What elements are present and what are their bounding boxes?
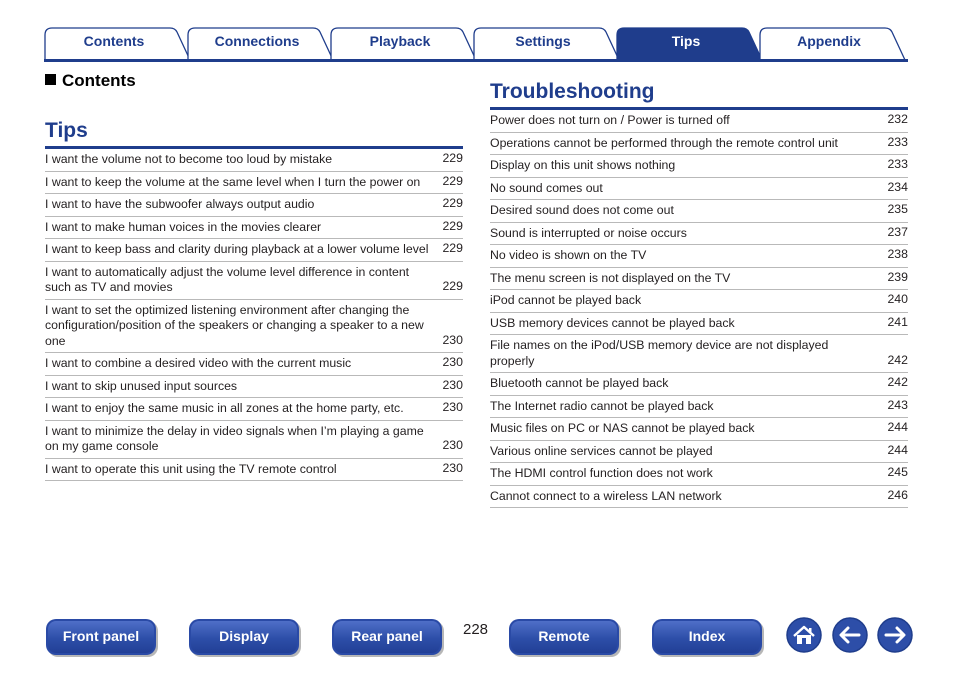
item-title: The Internet radio cannot be played back: [490, 398, 714, 413]
item-page: 235: [887, 202, 908, 216]
item-page: 244: [887, 420, 908, 434]
square-bullet-icon: [45, 74, 56, 85]
item-title: iPod cannot be played back: [490, 293, 642, 307]
tips-list: [45, 149, 463, 481]
item-title: I want to keep the volume at the same level when I turn the power on: [45, 174, 421, 189]
item-page: 245: [887, 465, 908, 479]
tab-underline: [44, 59, 908, 62]
item-title: No sound comes out: [490, 180, 603, 195]
item-page: 241: [887, 314, 908, 329]
item-page: 242: [887, 352, 908, 367]
section-label: Contents: [62, 71, 136, 90]
item-title: The menu screen is not displayed on the TV: [490, 270, 731, 285]
rear-panel-label: Rear panel: [351, 628, 423, 644]
tab-playback[interactable]: [330, 27, 478, 61]
item-page: 229: [442, 196, 463, 210]
index-button[interactable]: [652, 619, 762, 655]
item-page: 230: [442, 400, 463, 414]
item-title: Cannot connect to a wireless LAN network: [490, 488, 722, 503]
item-page: 230: [442, 332, 463, 347]
item-title: Desired sound does not come out: [490, 203, 674, 217]
list-item[interactable]: [490, 268, 908, 291]
list-item[interactable]: [45, 239, 463, 262]
display-label: Display: [219, 628, 269, 644]
index-label: Index: [688, 628, 726, 644]
remote-button[interactable]: [509, 619, 619, 655]
item-title: I want to enjoy the same music in all zones at the home party, etc.: [45, 401, 404, 415]
tab-label: Playback: [369, 33, 431, 49]
item-page: 242: [887, 375, 908, 389]
item-title: I want to minimize the delay in video signals when I’m playing a game on my game console: [45, 423, 424, 453]
list-item[interactable]: [45, 217, 463, 240]
section-contents-link[interactable]: [45, 71, 136, 91]
front-panel-label: Front panel: [62, 628, 140, 644]
item-title: Display on this unit shows nothing: [490, 158, 676, 172]
list-item[interactable]: [490, 463, 908, 486]
item-page: 238: [887, 247, 908, 261]
item-title: I want to have the subwoofer always output audio: [45, 197, 315, 211]
item-title: I want to keep bass and clarity during playback at a lower volume level: [45, 242, 429, 256]
item-page: 230: [442, 460, 463, 475]
item-title: Sound is interrupted or noise occurs: [490, 225, 687, 240]
list-item[interactable]: [490, 418, 908, 441]
tab-label: Appendix: [797, 33, 861, 49]
list-item[interactable]: [490, 155, 908, 178]
item-page: 234: [887, 179, 908, 194]
list-item[interactable]: [45, 353, 463, 376]
list-item[interactable]: [45, 376, 463, 399]
list-item[interactable]: [45, 149, 463, 172]
list-item[interactable]: [490, 396, 908, 419]
item-title: File names on the iPod/USB memory device are not displayed properly: [490, 338, 829, 368]
tab-label: Tips: [671, 33, 701, 49]
home-icon[interactable]: [786, 617, 822, 653]
remote-label: Remote: [538, 628, 590, 644]
list-item[interactable]: [45, 172, 463, 195]
item-title: No video is shown on the TV: [490, 248, 647, 262]
item-title: I want to make human voices in the movies clearer: [45, 219, 322, 234]
tab-bar: [44, 27, 908, 61]
tab-appendix[interactable]: [759, 27, 907, 61]
list-item[interactable]: [45, 194, 463, 217]
troubleshooting-list: [490, 110, 908, 508]
item-title: USB memory devices cannot be played back: [490, 315, 735, 330]
item-title: Power does not turn on / Power is turned off: [490, 113, 730, 127]
list-item[interactable]: [490, 245, 908, 268]
list-item[interactable]: [45, 262, 463, 300]
item-page: 229: [442, 241, 463, 255]
item-page: 232: [887, 112, 908, 126]
tab-label: Contents: [83, 33, 145, 49]
tab-connections[interactable]: [187, 27, 335, 61]
item-page: 233: [887, 157, 908, 171]
list-item[interactable]: [45, 459, 463, 482]
tab-tips[interactable]: [616, 27, 764, 61]
list-item[interactable]: [45, 300, 463, 354]
list-item[interactable]: [490, 133, 908, 156]
item-title: I want to combine a desired video with the current music: [45, 356, 352, 370]
tab-contents[interactable]: [44, 27, 192, 61]
item-title: I want the volume not to become too loud by mistake: [45, 152, 333, 166]
item-title: The HDMI control function does not work: [490, 466, 713, 480]
item-page: 229: [442, 173, 463, 188]
item-title: I want to automatically adjust the volume level difference in content such as TV and movies: [45, 264, 410, 294]
list-item[interactable]: [490, 441, 908, 464]
item-page: 246: [887, 487, 908, 502]
item-page: 237: [887, 224, 908, 239]
item-title: I want to operate this unit using the TV remote control: [45, 461, 337, 476]
item-page: 229: [442, 151, 463, 165]
item-page: 230: [442, 438, 463, 452]
tab-label: Connections: [214, 33, 300, 49]
rear-panel-button[interactable]: [332, 619, 442, 655]
item-title: I want to skip unused input sources: [45, 378, 238, 393]
list-item[interactable]: [490, 290, 908, 313]
item-page: 233: [887, 134, 908, 149]
tips-heading: Tips: [45, 119, 88, 142]
item-page: 243: [887, 397, 908, 412]
display-button[interactable]: [189, 619, 299, 655]
list-item[interactable]: [490, 223, 908, 246]
item-page: 239: [887, 269, 908, 284]
item-title: Music files on PC or NAS cannot be played back: [490, 421, 755, 435]
tab-settings[interactable]: [473, 27, 621, 61]
arrow-right-icon[interactable]: [877, 617, 913, 653]
list-item[interactable]: [490, 200, 908, 223]
item-page: 240: [887, 292, 908, 306]
item-page: 230: [442, 355, 463, 369]
item-title: Various online services cannot be played: [490, 443, 713, 458]
item-page: 230: [442, 377, 463, 392]
item-page: 229: [442, 279, 463, 293]
item-title: Bluetooth cannot be played back: [490, 376, 669, 390]
list-item[interactable]: [45, 421, 463, 459]
list-item[interactable]: [45, 398, 463, 421]
list-item[interactable]: [490, 335, 908, 373]
list-item[interactable]: [490, 110, 908, 133]
item-title: I want to set the optimized listening environment after changing the configuration/position of the speakers or changing a speaker to a new one: [45, 302, 424, 348]
list-item[interactable]: [490, 178, 908, 201]
list-item[interactable]: [490, 313, 908, 336]
tab-label: Settings: [515, 33, 571, 49]
list-item[interactable]: [490, 486, 908, 509]
list-item[interactable]: [490, 373, 908, 396]
item-page: 244: [887, 442, 908, 457]
arrow-left-icon[interactable]: [832, 617, 868, 653]
item-page: 229: [442, 218, 463, 233]
page-number: 228: [463, 621, 489, 638]
troubleshooting-heading: Troubleshooting: [490, 80, 655, 103]
item-title: Operations cannot be performed through the remote control unit: [490, 135, 838, 150]
front-panel-button[interactable]: [46, 619, 156, 655]
